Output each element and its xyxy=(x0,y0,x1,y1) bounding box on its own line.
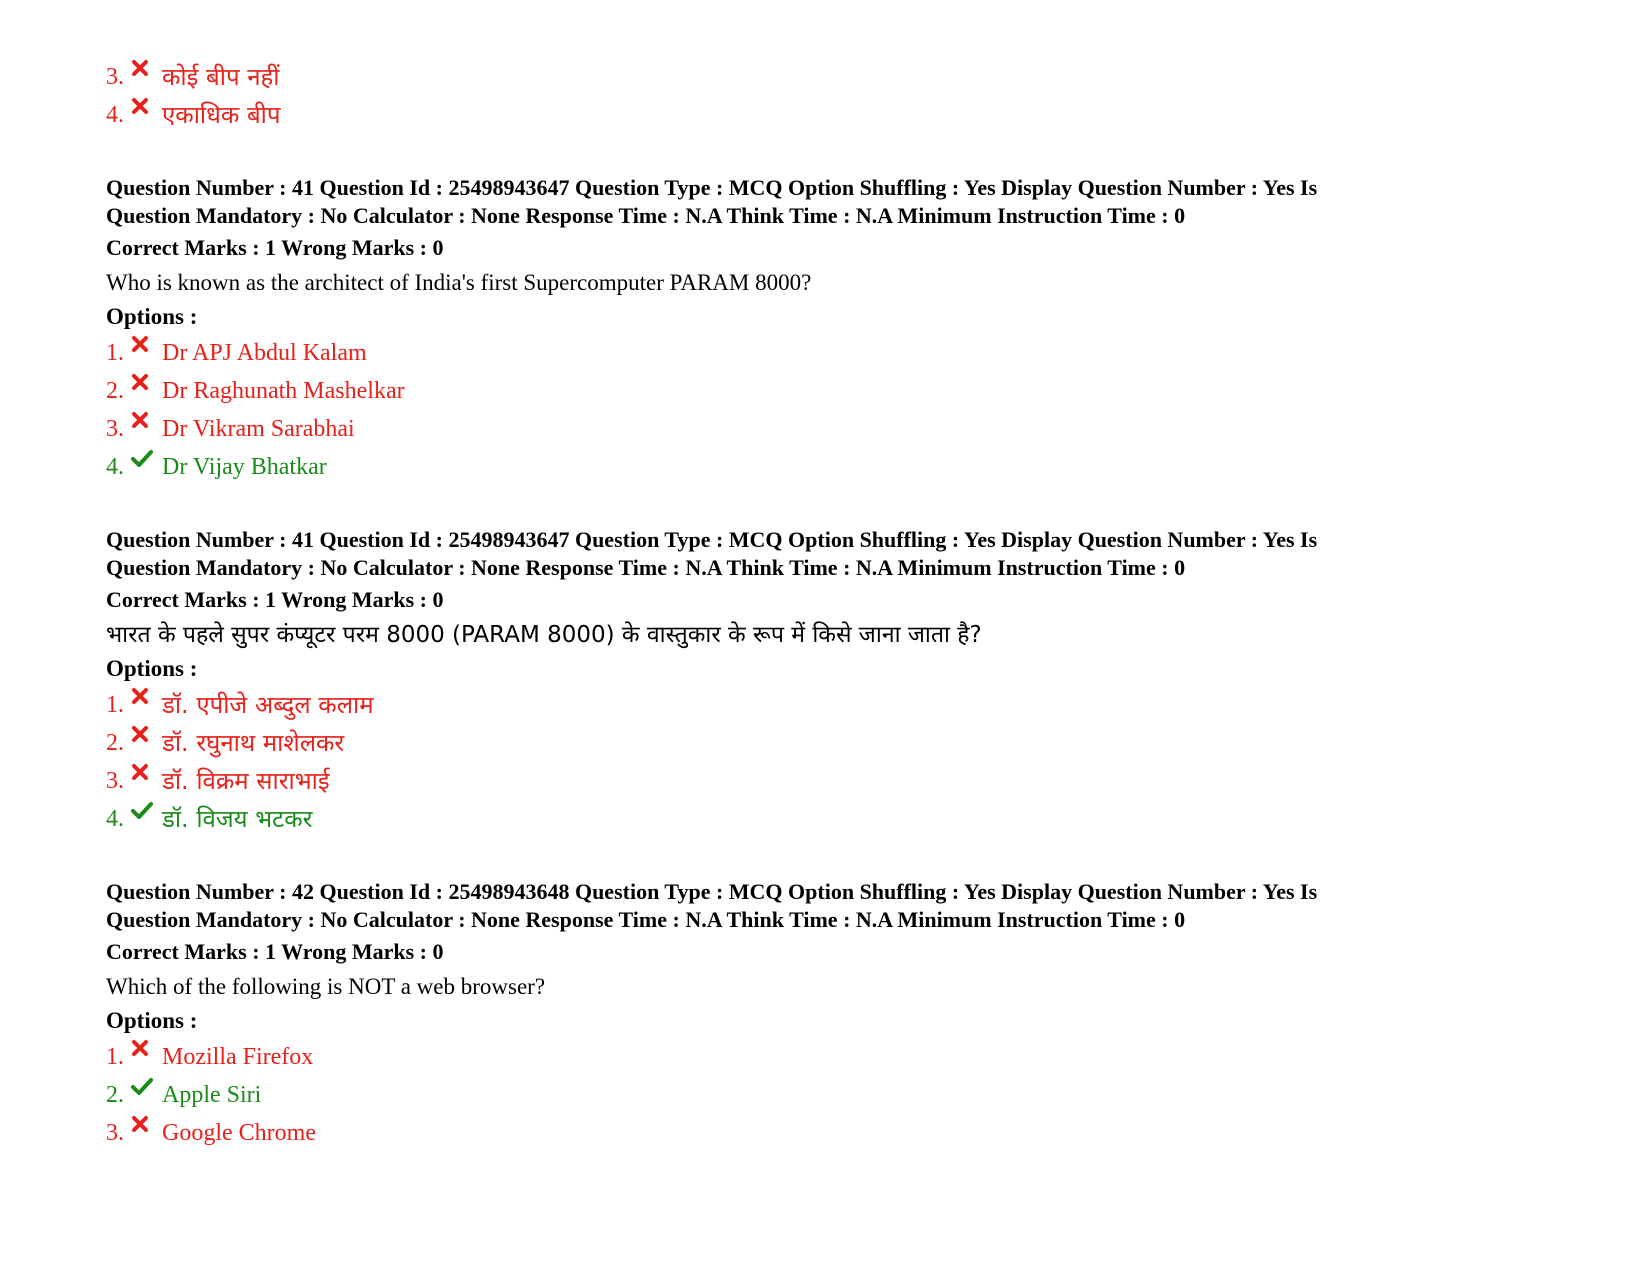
question-block xyxy=(106,174,1546,486)
option-item xyxy=(106,410,1546,448)
option-text: डॉ. विजय भटकर xyxy=(162,805,313,833)
option-text: Mozilla Firefox xyxy=(162,1044,314,1070)
option-number: 3. xyxy=(106,768,124,794)
option-text: डॉ. विक्रम साराभाई xyxy=(162,767,330,795)
option-item xyxy=(106,334,1546,372)
option-item xyxy=(106,372,1546,410)
cross-icon xyxy=(130,96,156,122)
option-item-correct xyxy=(106,800,1546,838)
option-text: Dr APJ Abdul Kalam xyxy=(162,340,367,366)
question-meta-line-2: Question Mandatory : No Calculator : None Response Time : N.A Think Time : N.A Minimum Instruction Time : 0 xyxy=(106,907,1186,932)
option-item xyxy=(106,1114,1546,1152)
question-text: Which of the following is NOT a web browser? xyxy=(106,974,546,999)
question-meta-line-2: Question Mandatory : No Calculator : None Response Time : N.A Think Time : N.A Minimum Instruction Time : 0 xyxy=(106,203,1186,228)
option-text: Dr Vikram Sarabhai xyxy=(162,416,355,442)
cross-icon xyxy=(130,1114,156,1140)
check-icon xyxy=(130,448,156,474)
option-number: 1. xyxy=(106,692,124,718)
option-text: कोई बीप नहीं xyxy=(162,63,280,91)
cross-icon xyxy=(130,686,156,712)
cross-icon xyxy=(130,410,156,436)
option-text: Dr Raghunath Mashelkar xyxy=(162,378,405,404)
cross-icon xyxy=(130,724,156,750)
option-number: 2. xyxy=(106,730,124,756)
option-item xyxy=(106,724,1546,762)
option-text: डॉ. एपीजे अब्दुल कलाम xyxy=(162,691,374,719)
option-number: 2. xyxy=(106,378,124,404)
option-item-correct xyxy=(106,448,1546,486)
cross-icon xyxy=(130,334,156,360)
option-item xyxy=(106,686,1546,724)
question-text: Who is known as the architect of India's first Supercomputer PARAM 8000? xyxy=(106,270,812,295)
option-text: Apple Siri xyxy=(162,1082,262,1108)
check-icon xyxy=(130,1076,156,1102)
top-options-list xyxy=(106,58,1546,134)
question-meta-line-1: Question Number : 41 Question Id : 25498943647 Question Type : MCQ Option Shuffling : Yes Display Question Number : Yes Is xyxy=(106,175,1318,200)
option-item-correct xyxy=(106,1076,1546,1114)
option-text: Dr Vijay Bhatkar xyxy=(162,454,327,480)
check-icon xyxy=(130,800,156,826)
option-number: 4. xyxy=(106,102,124,128)
option-number: 1. xyxy=(106,340,124,366)
option-number: 3. xyxy=(106,1120,124,1146)
cross-icon xyxy=(130,58,156,84)
question-block xyxy=(106,526,1546,838)
option-text: एकाधिक बीप xyxy=(162,101,281,129)
option-item xyxy=(106,1038,1546,1076)
question-meta-line-1: Question Number : 42 Question Id : 25498943648 Question Type : MCQ Option Shuffling : Yes Display Question Number : Yes Is xyxy=(106,879,1318,904)
option-number: 1. xyxy=(106,1044,124,1070)
question-meta-line-1: Question Number : 41 Question Id : 25498943647 Question Type : MCQ Option Shuffling : Yes Display Question Number : Yes Is xyxy=(106,527,1318,552)
option-number: 4. xyxy=(106,806,124,832)
question-text: भारत के पहले सुपर कंप्यूटर परम 8000 (PARAM 8000) के वास्तुकार के रूप में किसे जाना जाता है? xyxy=(106,622,982,648)
question-marks: Correct Marks : 1 Wrong Marks : 0 xyxy=(106,587,444,612)
question-marks: Correct Marks : 1 Wrong Marks : 0 xyxy=(106,939,444,964)
question-marks: Correct Marks : 1 Wrong Marks : 0 xyxy=(106,235,444,260)
option-text: Google Chrome xyxy=(162,1120,316,1146)
question-meta-line-2: Question Mandatory : No Calculator : None Response Time : N.A Think Time : N.A Minimum Instruction Time : 0 xyxy=(106,555,1186,580)
option-item xyxy=(106,96,1546,134)
options-label: Options : xyxy=(106,304,198,329)
option-number: 3. xyxy=(106,64,124,90)
question-block xyxy=(106,878,1546,1152)
options-label: Options : xyxy=(106,1008,198,1033)
option-text: डॉ. रघुनाथ माशेलकर xyxy=(162,729,345,757)
option-number: 4. xyxy=(106,454,124,480)
option-item xyxy=(106,58,1546,96)
cross-icon xyxy=(130,372,156,398)
option-item xyxy=(106,762,1546,800)
option-number: 3. xyxy=(106,416,124,442)
cross-icon xyxy=(130,762,156,788)
question-paper-page xyxy=(106,58,1546,1152)
options-label: Options : xyxy=(106,656,198,681)
cross-icon xyxy=(130,1038,156,1064)
option-number: 2. xyxy=(106,1082,124,1108)
